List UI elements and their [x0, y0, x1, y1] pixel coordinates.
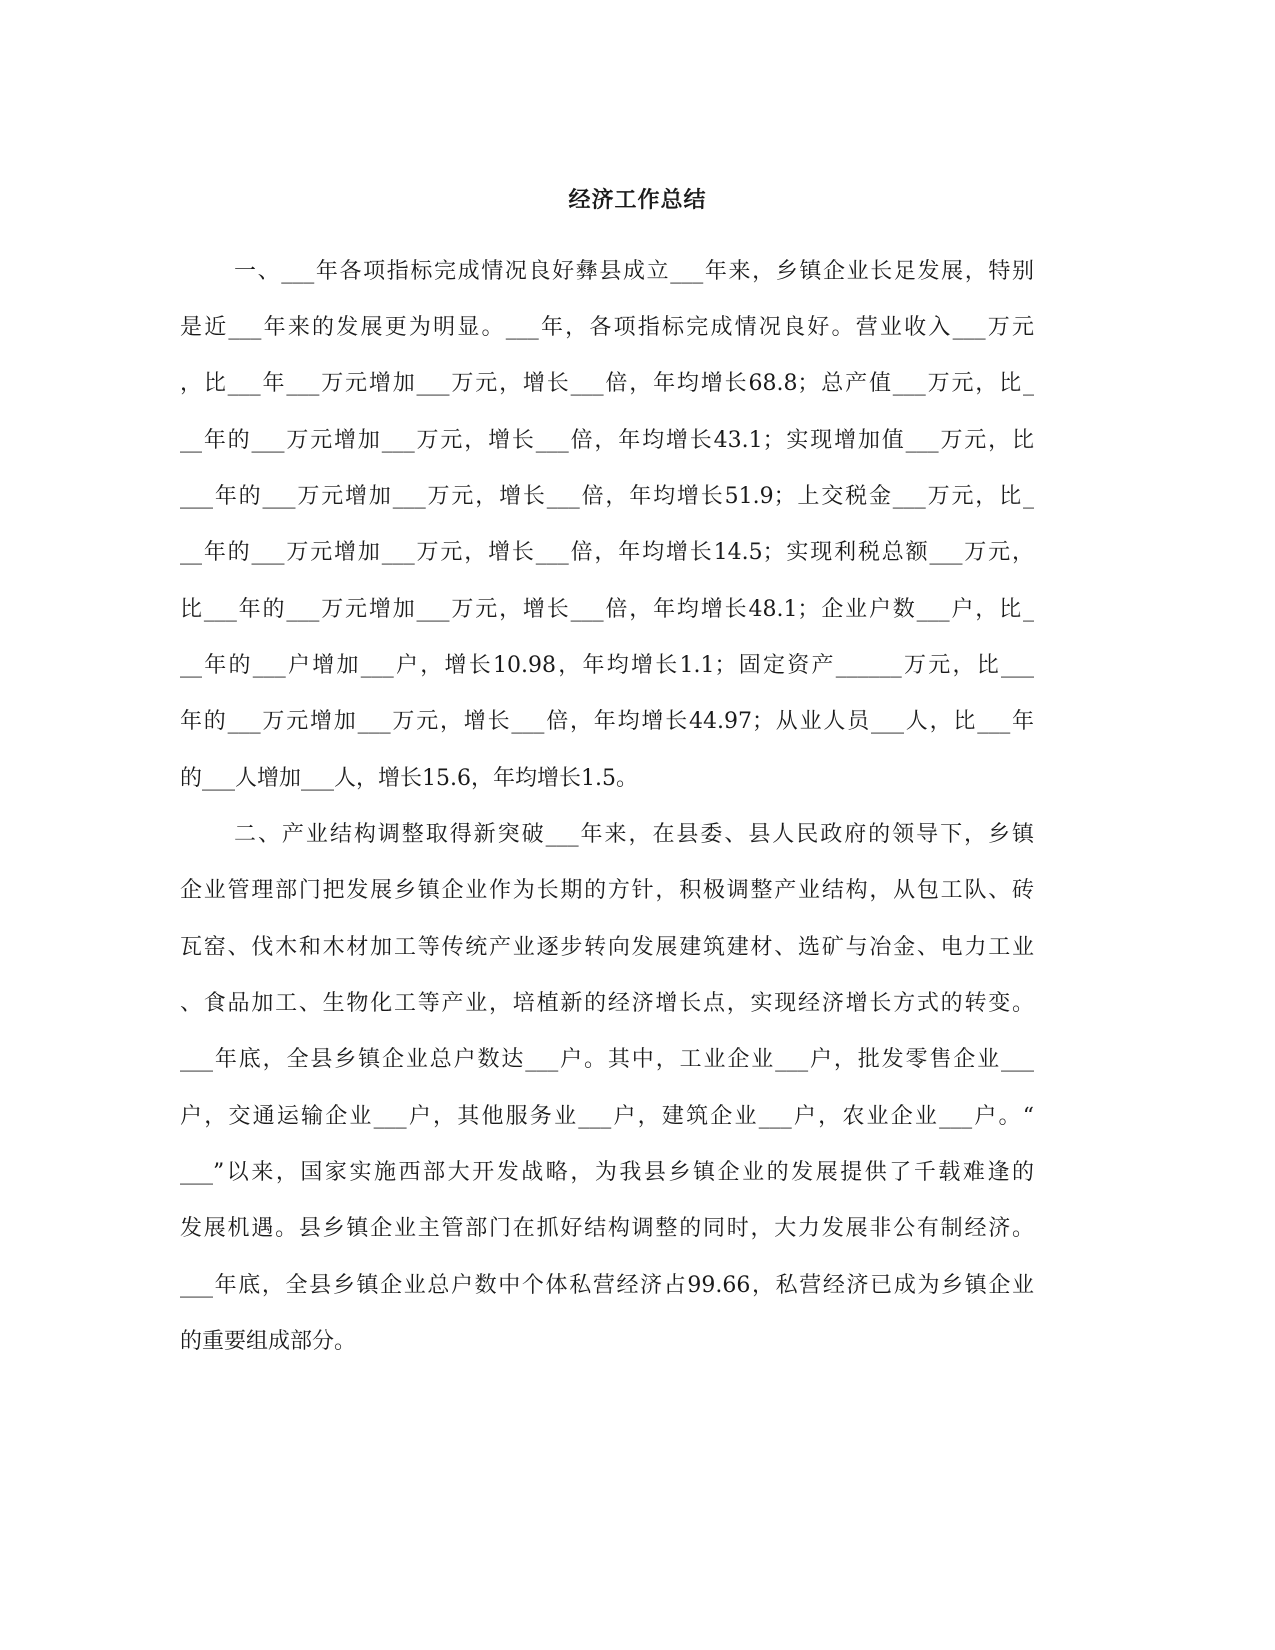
paragraph-1-line: 比___年的___万元增加___万元，增长___倍，年均增长48.1；企业户数___户，比_ [180, 597, 1034, 622]
paragraph-1-line: 是近___年来的发展更为明显。___年，各项指标完成情况良好。营业收入___万元 [180, 315, 1034, 340]
paragraph-1-line: ，比___年___万元增加___万元，增长___倍，年均增长68.8；总产值___万元，比_ [180, 371, 1034, 396]
paragraph-2-line: 企业管理部门把发展乡镇企业作为长期的方针，积极调整产业结构，从包工队、砖 [180, 878, 1034, 903]
paragraph-1-line: ___年的___万元增加___万元，增长___倍，年均增长51.9；上交税金___万元，比_ [180, 484, 1034, 509]
paragraph-1-line: __年的___万元增加___万元，增长___倍，年均增长14.5；实现利税总额___万元， [180, 540, 1034, 565]
paragraph-2-line: 瓦窑、伐木和木材加工等传统产业逐步转向发展建筑建材、选矿与冶金、电力工业 [180, 935, 1034, 960]
document-title: 经济工作总结 [568, 187, 707, 213]
paragraph-1-line: 年的___万元增加___万元，增长___倍，年均增长44.97；从业人员___人，比___年 [180, 709, 1034, 734]
paragraph-2-line: 户，交通运输企业___户，其他服务业___户，建筑企业___户，农业企业___户。“ [180, 1104, 1034, 1129]
paragraph-2-line: 发展机遇。县乡镇企业主管部门在抓好结构调整的同时，大力发展非公有制经济。 [180, 1216, 1034, 1241]
paragraph-2-line: ___年底，全县乡镇企业总户数达___户。其中，工业企业___户，批发零售企业___ [180, 1047, 1034, 1072]
paragraph-1-line: __年的___万元增加___万元，增长___倍，年均增长43.1；实现增加值___万元，比 [180, 428, 1034, 453]
paragraph-2-line: ___年底，全县乡镇企业总户数中个体私营经济占99.66，私营经济已成为乡镇企业 [180, 1273, 1034, 1298]
paragraph-2-line: 二、产业结构调整取得新突破___年来，在县委、县人民政府的领导下，乡镇 [234, 822, 1034, 847]
paragraph-2-line: 的重要组成部分。 [180, 1329, 357, 1354]
paragraph-2-line: 、食品加工、生物化工等产业，培植新的经济增长点，实现经济增长方式的转变。 [180, 991, 1034, 1016]
paragraph-1-line: 一、___年各项指标完成情况良好彝县成立___年来，乡镇企业长足发展，特别 [234, 259, 1034, 284]
paragraph-2-line: ___”以来，国家实施西部大开发战略，为我县乡镇企业的发展提供了千载难逢的 [180, 1160, 1034, 1185]
paragraph-1-line: __年的___户增加___户，增长10.98，年均增长1.1；固定资产______万元，比___ [180, 653, 1034, 678]
paragraph-1-line: 的___人增加___人，增长15.6，年均增长1.5。 [180, 766, 638, 791]
